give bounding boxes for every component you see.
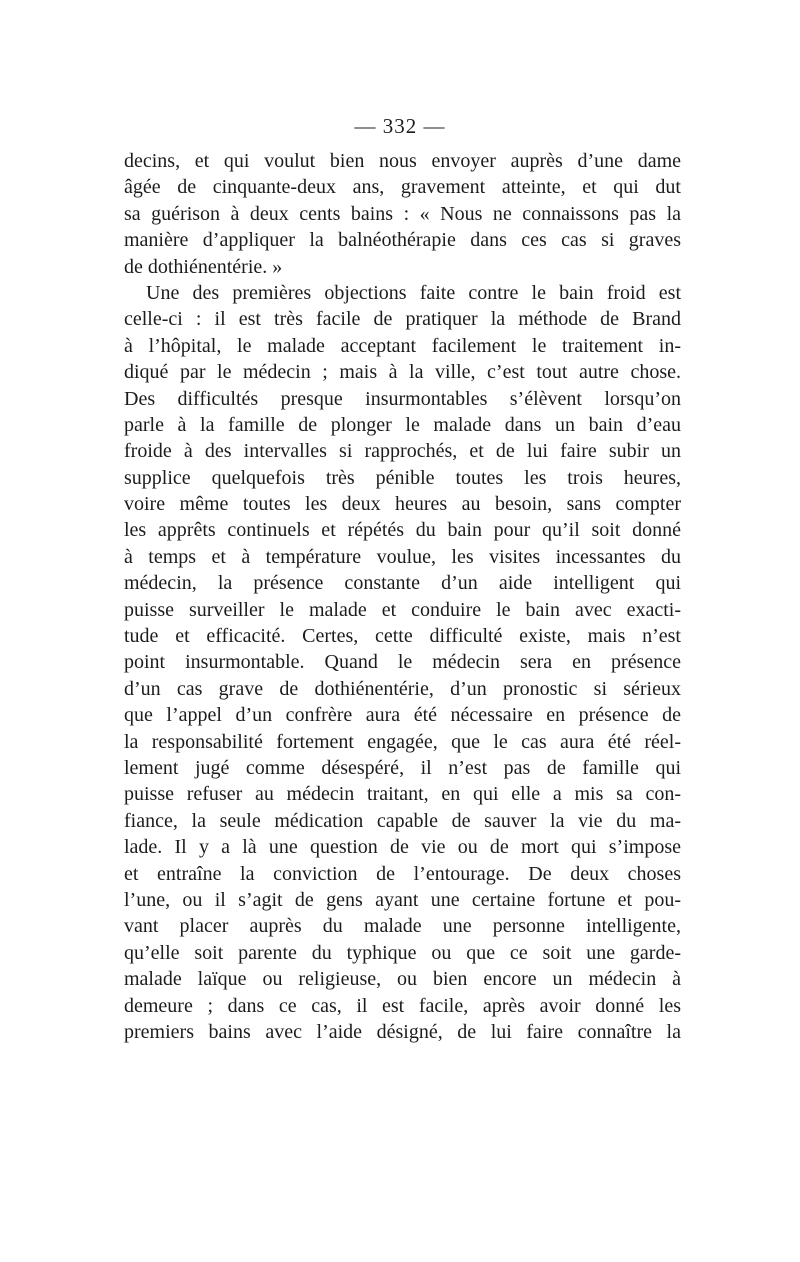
text-line: et entraîne la conviction de l’entourage. De deux choses xyxy=(124,862,681,885)
text-line: les apprêts continuels et répétés du bain pour qu’il soit donné xyxy=(124,519,681,542)
text-line: médecin, la présence constante d’un aide intelligent qui xyxy=(124,572,681,595)
text-line: lade. Il y a là une question de vie ou de mort qui s’impose xyxy=(124,836,681,859)
text-line: la responsabilité fortement engagée, que le cas aura été réel- xyxy=(124,730,681,753)
text-line: fiance, la seule médication capable de sauver la vie du ma- xyxy=(124,809,681,832)
text-line: malade laïque ou religieuse, ou bien encore un médecin à xyxy=(124,968,681,991)
text-line: Des difficultés presque insurmontables s’élèvent lorsqu’on xyxy=(124,387,681,410)
text-line: à l’hôpital, le malade acceptant facilement le traitement in- xyxy=(124,334,681,357)
paragraph-start-line: Une des premières objections faite contre le bain froid est xyxy=(146,281,681,304)
text-line: vant placer auprès du malade une personne intelligente, xyxy=(124,915,681,938)
text-line: demeure ; dans ce cas, il est facile, après avoir donné les xyxy=(124,994,681,1017)
text-line: voire même toutes les deux heures au besoin, sans compter xyxy=(124,493,681,516)
text-line: froide à des intervalles si rapprochés, et de lui faire subir un xyxy=(124,440,681,463)
page-number: — 332 — xyxy=(354,114,446,138)
text-line: l’une, ou il s’agit de gens ayant une certaine fortune et pou- xyxy=(124,888,681,911)
text-line: diqué par le médecin ; mais à la ville, c’est tout autre chose. xyxy=(124,361,681,384)
text-line: puisse refuser au médecin traitant, en qui elle a mis sa con- xyxy=(124,783,681,806)
text-line: qu’elle soit parente du typhique ou que ce soit une garde- xyxy=(124,941,681,964)
text-line: celle-ci : il est très facile de pratiquer la méthode de Brand xyxy=(124,308,681,331)
body-text xyxy=(124,148,681,1045)
text-line: d’un cas grave de dothiénentérie, d’un pronostic si sérieux xyxy=(124,677,681,700)
text-line: que l’appel d’un confrère aura été nécessaire en présence de xyxy=(124,704,681,727)
text-line: supplice quelquefois très pénible toutes les trois heures, xyxy=(124,466,681,489)
text-line: point insurmontable. Quand le médecin sera en présence xyxy=(124,651,681,674)
text-line: de dothiénentérie. » xyxy=(124,255,283,278)
text-line: decins, et qui voulut bien nous envoyer auprès d’une dame xyxy=(124,150,681,172)
text-line: premiers bains avec l’aide désigné, de lui faire connaître la xyxy=(124,1020,681,1043)
text-line: puisse surveiller le malade et conduire le bain avec exacti- xyxy=(124,598,681,621)
text-line: tude et efficacité. Certes, cette difficulté existe, mais n’est xyxy=(124,625,681,648)
text-line: manière d’appliquer la balnéothérapie dans ces cas si graves xyxy=(124,229,681,252)
text-line: à temps et à température voulue, les visites incessantes du xyxy=(124,545,681,568)
text-line: lement jugé comme désespéré, il n’est pas de famille qui xyxy=(124,756,681,779)
text-line: parle à la famille de plonger le malade dans un bain d’eau xyxy=(124,413,681,436)
text-line: sa guérison à deux cents bains : « Nous ne connaissons pas la xyxy=(124,202,681,225)
text-line: âgée de cinquante-deux ans, gravement atteinte, et qui dut xyxy=(124,176,681,199)
